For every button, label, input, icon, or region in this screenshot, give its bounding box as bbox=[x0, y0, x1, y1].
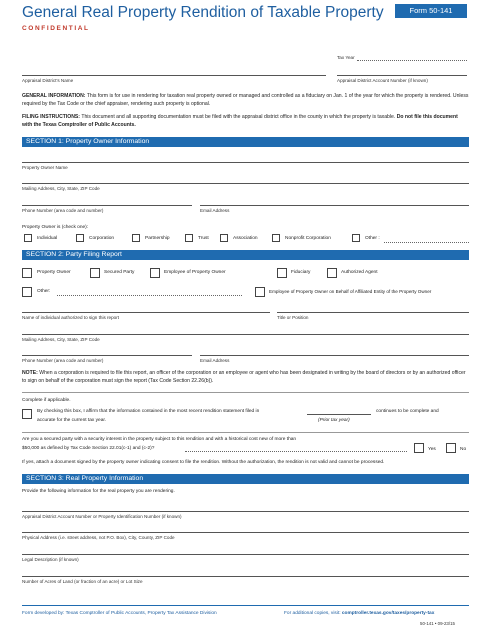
appraisal-district-name-label: Appraisal District's Name bbox=[22, 78, 74, 83]
yes-checkbox[interactable] bbox=[414, 443, 424, 453]
section-3-header: SECTION 3: Real Property Information bbox=[22, 474, 469, 484]
yes-label: Yes bbox=[428, 447, 436, 452]
other-owner-field[interactable] bbox=[384, 242, 469, 243]
appraisal-district-name-field[interactable] bbox=[22, 75, 326, 76]
filer-phone-label: Phone Number (area code and number) bbox=[22, 358, 104, 363]
filer-mailing-field[interactable] bbox=[22, 334, 469, 335]
property-account-label: Appraisal District Account Number or Property Identification Number (if known) bbox=[22, 514, 182, 519]
no-checkbox[interactable] bbox=[446, 443, 456, 453]
corporation-checkbox[interactable] bbox=[76, 234, 84, 242]
acres-label: Number of Acres of Land (or fraction of an acre) or Lot Size bbox=[22, 579, 143, 584]
legal-description-field[interactable] bbox=[22, 554, 469, 555]
trust-label: Trust bbox=[198, 236, 209, 241]
corporation-note: NOTE: When a corporation is required to file this report, an officer of the corporation or an employee or agent who has been designated in writing by the board of directors or by an authorized officer to sign on behalf of the corporation must sign the report (Tax Code Section 22.26(b)). bbox=[22, 370, 466, 384]
physical-address-field[interactable] bbox=[22, 532, 469, 533]
owner-type-label: Property Owner is (check one): bbox=[22, 225, 89, 230]
corporation-label: Corporation bbox=[89, 236, 115, 241]
footer-copies: For additional copies, visit: comptroller.texas.gov/taxes/property-tax bbox=[284, 611, 435, 616]
footer-rule bbox=[22, 605, 469, 606]
appraisal-account-number-field[interactable] bbox=[337, 75, 467, 76]
physical-address-label: Physical Address (i.e. street address, not P.O. Box), City, County, ZIP Code bbox=[22, 535, 175, 540]
question-leader-dots bbox=[185, 451, 407, 452]
partnership-checkbox[interactable] bbox=[132, 234, 140, 242]
filer-mailing-label: Mailing Address, City, State, ZIP Code bbox=[22, 337, 100, 342]
owner-name-field[interactable] bbox=[22, 162, 469, 163]
affiliated-employee-label: Employee of Property Owner on Behalf of Affiliated Entity of the Property Owner bbox=[269, 289, 432, 294]
other-party-field[interactable] bbox=[57, 295, 242, 296]
consent-text: If yes, attach a document signed by the property owner indicating consent to file the rendition. Without the authorization, the rendition is not valid and cannot be processed. bbox=[22, 460, 385, 465]
fiduciary-label: Fiduciary bbox=[291, 270, 311, 275]
affirm-text-line1: By checking this box, I affirm that the information contained in the most recent rendition statement filed in bbox=[37, 409, 260, 414]
prior-tax-year-label: (Prior tax year) bbox=[318, 418, 350, 423]
affirm-text-line2: accurate for the current tax year. bbox=[37, 418, 107, 423]
secured-party-label: Secured Party bbox=[104, 270, 135, 275]
employee-label: Employee of Property Owner bbox=[164, 270, 226, 275]
secured-party-question-line1: Are you a secured party with a security interest in the property subject to this rendition and with a historical cost new of more than bbox=[22, 437, 297, 442]
owner-phone-label: Phone Number (area code and number) bbox=[22, 208, 104, 213]
filer-email-field[interactable] bbox=[200, 355, 469, 356]
divider bbox=[22, 432, 469, 433]
appraisal-account-number-label: Appraisal District Account Number (if known) bbox=[337, 78, 428, 83]
other-owner-checkbox[interactable] bbox=[352, 234, 360, 242]
prior-tax-year-field[interactable] bbox=[307, 414, 371, 415]
legal-description-label: Legal Description (if known) bbox=[22, 557, 79, 562]
section-1-header: SECTION 1: Property Owner Information bbox=[22, 137, 469, 147]
affirm-checkbox[interactable] bbox=[22, 409, 32, 419]
trust-checkbox[interactable] bbox=[185, 234, 193, 242]
acres-field[interactable] bbox=[22, 576, 469, 577]
authorized-name-field[interactable] bbox=[22, 312, 270, 313]
tax-year-field[interactable] bbox=[357, 60, 467, 61]
secured-party-question-line2: $50,000 as defined by Tax Code Section 22.01(c-1) and (c-2)? bbox=[22, 446, 155, 451]
association-label: Association bbox=[233, 236, 258, 241]
form-title: General Real Property Rendition of Taxable Property bbox=[22, 4, 384, 21]
employee-checkbox[interactable] bbox=[150, 268, 160, 278]
no-label: No bbox=[460, 447, 467, 452]
footer-developed-by: Form developed by: Texas Comptroller of Public Accounts, Property Tax Assistance Division bbox=[22, 611, 217, 616]
form-number-badge: Form 50-141 bbox=[395, 4, 467, 18]
nonprofit-checkbox[interactable] bbox=[272, 234, 280, 242]
other-party-checkbox[interactable] bbox=[22, 287, 32, 297]
filer-email-label: Email Address bbox=[200, 358, 230, 363]
fiduciary-checkbox[interactable] bbox=[277, 268, 287, 278]
footer-form-code: 50-141 • 09-23/15 bbox=[420, 621, 455, 626]
property-owner-label: Property Owner bbox=[37, 270, 71, 275]
tax-year-label: Tax Year bbox=[337, 55, 355, 60]
title-position-field[interactable] bbox=[277, 312, 469, 313]
other-party-label: Other: bbox=[37, 289, 51, 294]
individual-label: Individual bbox=[37, 236, 58, 241]
other-owner-label: Other : bbox=[365, 236, 380, 241]
authorized-agent-label: Authorized Agent bbox=[341, 270, 378, 275]
confidential-label: CONFIDENTIAL bbox=[22, 25, 90, 32]
secured-party-checkbox[interactable] bbox=[90, 268, 100, 278]
property-owner-checkbox[interactable] bbox=[22, 268, 32, 278]
owner-mailing-label: Mailing Address, City, State, ZIP Code bbox=[22, 186, 100, 191]
affirm-text-line1-end: continues to be complete and bbox=[376, 409, 439, 414]
owner-name-label: Property Owner Name bbox=[22, 165, 68, 170]
owner-mailing-field[interactable] bbox=[22, 183, 469, 184]
partnership-label: Partnership bbox=[145, 236, 170, 241]
section-3-intro: Provide the following information for the real property you are rendering. bbox=[22, 489, 175, 494]
property-account-field[interactable] bbox=[22, 511, 469, 512]
owner-phone-field[interactable] bbox=[22, 205, 192, 206]
footer-url-link[interactable]: comptroller.texas.gov/taxes/property-tax bbox=[341, 611, 435, 616]
section-2-header: SECTION 2: Party Filing Report bbox=[22, 250, 469, 260]
title-position-label: Title or Position bbox=[277, 315, 309, 320]
individual-checkbox[interactable] bbox=[24, 234, 32, 242]
owner-email-field[interactable] bbox=[200, 205, 469, 206]
affiliated-employee-checkbox[interactable] bbox=[255, 287, 265, 297]
general-information: GENERAL INFORMATION: This form is for use in rendering for taxation real property owned or managed and controlled as a fiduciary on Jan. 1 of the year for which the property is rendered. Unless required by the Tax Code or the chief appraiser, rendering such property is optional. bbox=[22, 93, 469, 107]
authorized-name-label: Name of individual authorized to sign this report bbox=[22, 315, 120, 320]
authorized-agent-checkbox[interactable] bbox=[327, 268, 337, 278]
association-checkbox[interactable] bbox=[220, 234, 228, 242]
filer-phone-field[interactable] bbox=[22, 355, 192, 356]
owner-email-label: Email Address bbox=[200, 208, 230, 213]
divider bbox=[22, 392, 469, 393]
nonprofit-label: Nonprofit Corporation bbox=[285, 236, 331, 241]
filing-instructions: FILING INSTRUCTIONS: This document and all supporting documentation must be filed with the appraisal district office in the county in which the property is taxable. Do not file this document with the Texas Comptroller of Public Accounts. bbox=[22, 114, 458, 128]
complete-if-applicable: Complete if applicable. bbox=[22, 398, 71, 403]
